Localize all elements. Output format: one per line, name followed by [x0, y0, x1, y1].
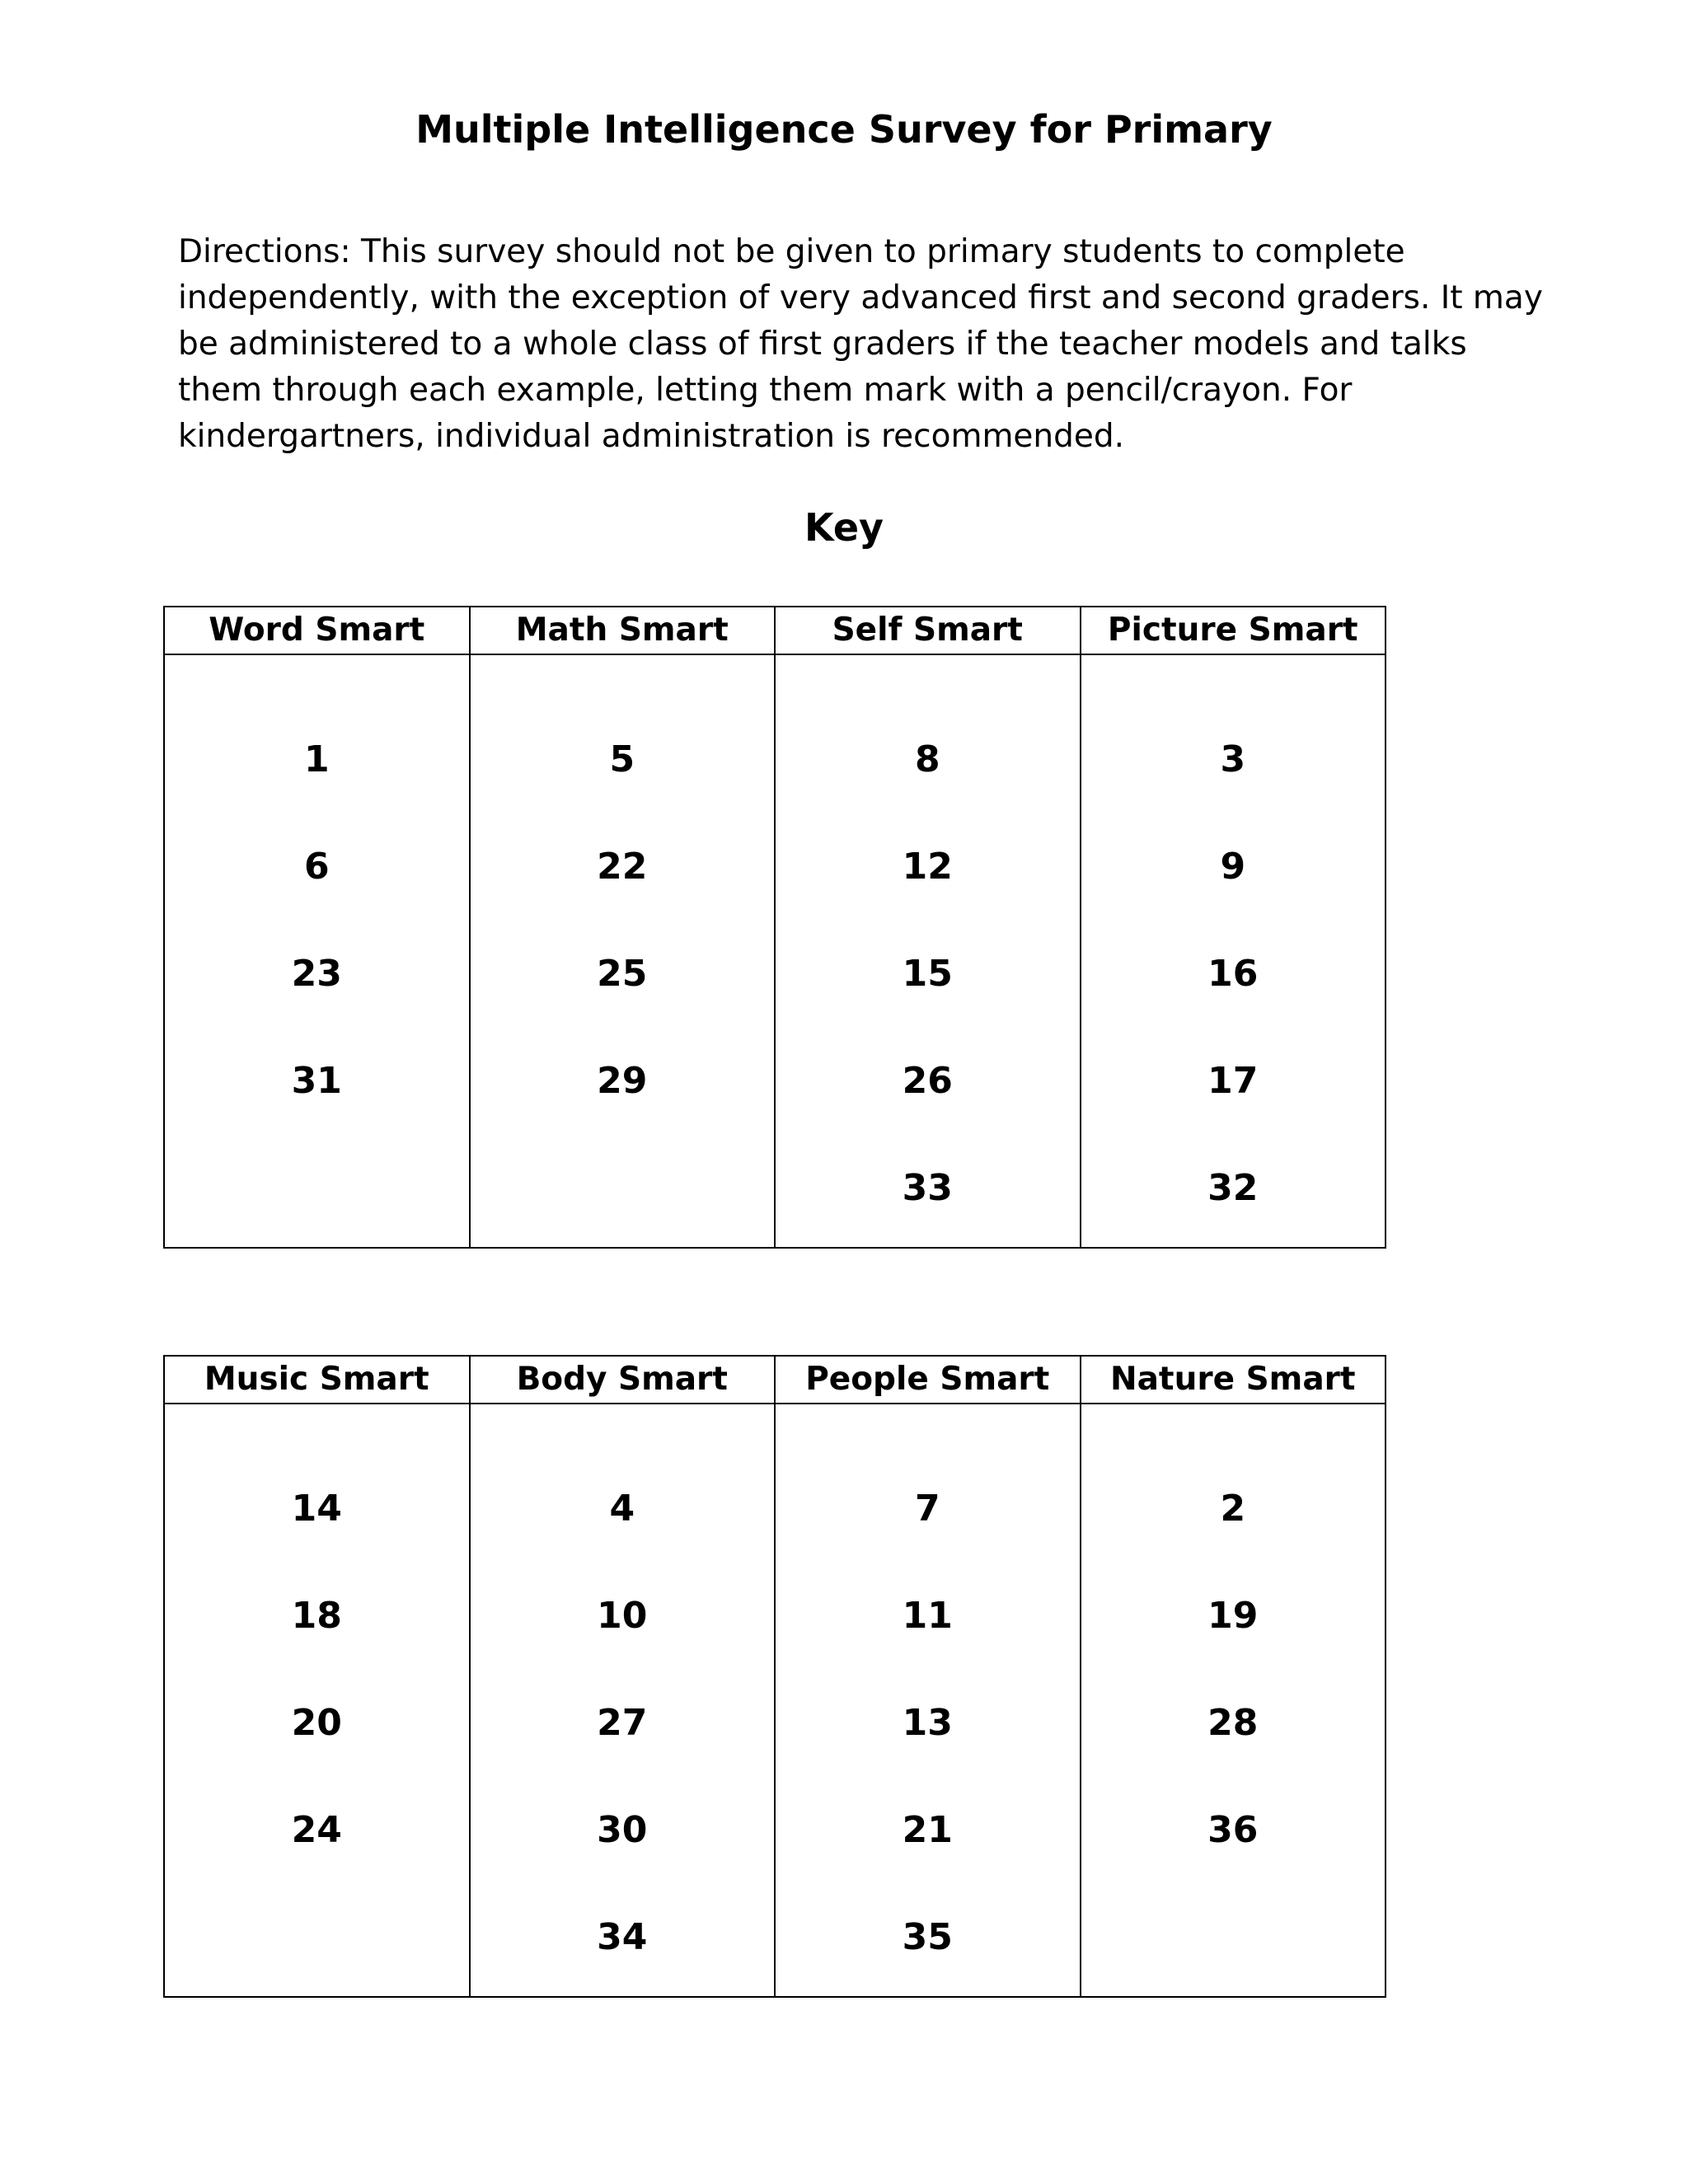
question-number: 5: [609, 738, 635, 780]
math-smart-numbers: [470, 654, 776, 1248]
question-number: 34: [597, 1916, 648, 1958]
directions-line: be administered to a whole class of first graders if the teacher models and talks: [178, 326, 1467, 363]
question-number: 35: [902, 1916, 953, 1958]
question-number: 7: [914, 1488, 940, 1530]
question-number: 16: [1207, 953, 1259, 995]
question-number: 27: [597, 1702, 648, 1744]
word-smart-numbers: [164, 654, 470, 1248]
question-number: 28: [1207, 1702, 1259, 1744]
key-table-2: [163, 1355, 1386, 1998]
question-number: 33: [902, 1167, 953, 1209]
directions-line: them through each example, letting them mark with a pencil/crayon. For: [178, 372, 1353, 409]
question-number: 15: [902, 953, 953, 995]
key-heading: Key: [804, 505, 884, 550]
question-number: 25: [597, 953, 648, 995]
numbers-row: [164, 1404, 1386, 1997]
header-row: [164, 1356, 1386, 1404]
question-number: 4: [609, 1488, 635, 1530]
column-header-body-smart: Body Smart: [470, 1356, 776, 1404]
nature-smart-numbers: [1081, 1404, 1386, 1997]
question-number: 18: [291, 1595, 342, 1637]
question-number: 31: [291, 1060, 342, 1102]
question-number: 36: [1207, 1809, 1259, 1851]
music-smart-numbers: [164, 1404, 470, 1997]
question-number: 17: [1207, 1060, 1259, 1102]
question-number: 23: [291, 953, 342, 995]
question-number: 19: [1207, 1595, 1259, 1637]
key-table-1: [163, 606, 1386, 1249]
question-number: 8: [914, 738, 940, 780]
question-number: 29: [597, 1060, 648, 1102]
column-header-music-smart: Music Smart: [164, 1356, 470, 1404]
numbers-row: [164, 654, 1386, 1248]
question-number: 11: [902, 1595, 953, 1637]
question-number: 26: [902, 1060, 953, 1102]
people-smart-numbers: [775, 1404, 1081, 1997]
question-number: 14: [291, 1488, 342, 1530]
column-header-nature-smart: Nature Smart: [1081, 1356, 1386, 1404]
question-number: 32: [1207, 1167, 1259, 1209]
question-number: 20: [291, 1702, 342, 1744]
header-row: [164, 607, 1386, 654]
body-smart-numbers: [470, 1404, 776, 1997]
directions-paragraph: [178, 229, 1543, 460]
column-header-people-smart: People Smart: [775, 1356, 1081, 1404]
question-number: 24: [291, 1809, 342, 1851]
directions-line: Directions: This survey should not be given to primary students to complete: [178, 233, 1405, 270]
page-title: Multiple Intelligence Survey for Primary: [415, 107, 1273, 152]
question-number: 21: [902, 1809, 953, 1851]
question-number: 13: [902, 1702, 953, 1744]
directions-line: independently, with the exception of very advanced first and second graders. It may: [178, 279, 1543, 316]
question-number: 1: [303, 738, 330, 780]
column-header-picture-smart: Picture Smart: [1081, 607, 1386, 654]
column-header-self-smart: Self Smart: [775, 607, 1081, 654]
question-number: 10: [597, 1595, 648, 1637]
picture-smart-numbers: [1081, 654, 1386, 1248]
self-smart-numbers: [775, 654, 1081, 1248]
question-number: 30: [597, 1809, 648, 1851]
question-number: 12: [902, 846, 953, 888]
directions-line: kindergartners, individual administration is recommended.: [178, 418, 1125, 455]
question-number: 22: [597, 846, 648, 888]
question-number: 9: [1220, 846, 1246, 888]
column-header-word-smart: Word Smart: [164, 607, 470, 654]
question-number: 6: [303, 846, 330, 888]
question-number: 3: [1220, 738, 1246, 780]
question-number: 2: [1220, 1488, 1246, 1530]
column-header-math-smart: Math Smart: [470, 607, 776, 654]
